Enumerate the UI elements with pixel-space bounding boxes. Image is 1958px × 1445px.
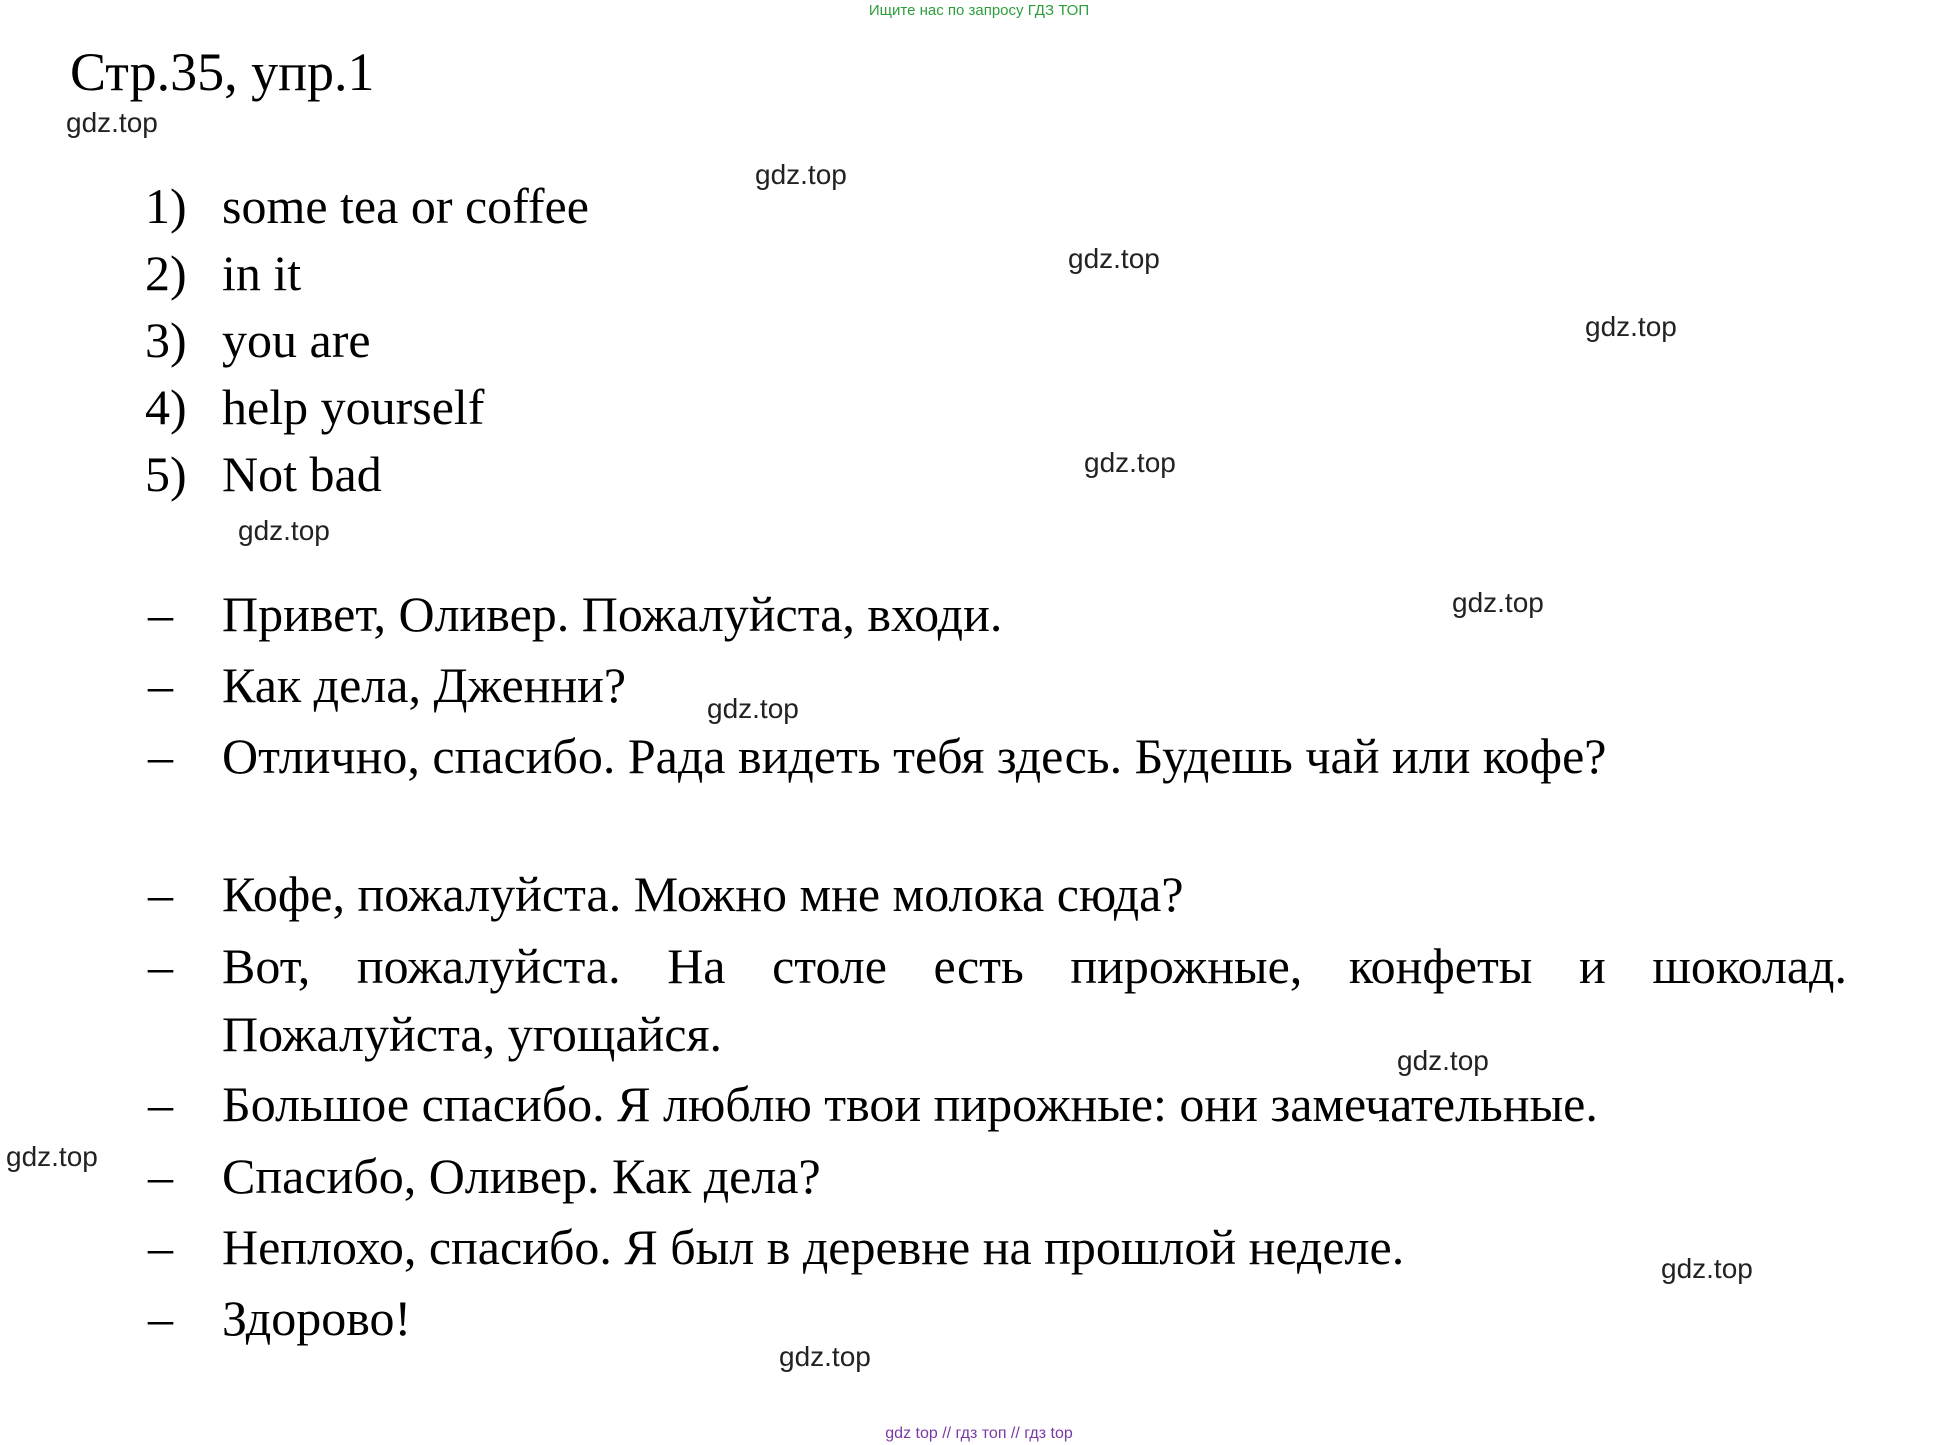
dialogue-dash: – (148, 728, 173, 784)
dialogue-dash: – (148, 866, 173, 922)
dialogue-dash: – (148, 1290, 173, 1346)
dialogue-dash: – (148, 657, 173, 713)
answer-text: in it (222, 245, 302, 301)
dialogue-text: Неплохо, спасибо. Я был в деревне на прошлой неделе. (222, 1219, 1405, 1275)
answer-number: 1) (145, 178, 187, 234)
dialogue-text: Спасибо, Оливер. Как дела? (222, 1148, 821, 1204)
answer-number: 5) (145, 446, 187, 502)
top-banner: Ищите нас по запросу ГДЗ ТОП (868, 2, 1090, 19)
answer-text: some tea or coffee (222, 178, 589, 234)
answer-item (0, 239, 900, 307)
dialogue-text: Привет, Оливер. Пожалуйста, входи. (222, 586, 1003, 642)
watermark: gdz.top (1397, 1045, 1489, 1076)
dialogue-text: Отлично, спасибо. Рада видеть тебя здесь. Будешь чай или кофе? (222, 728, 1607, 784)
answer-item (0, 306, 900, 374)
watermark: gdz.top (707, 693, 799, 724)
dialogue-dash: – (148, 1076, 173, 1132)
answer-item (0, 440, 900, 508)
watermark: gdz.top (238, 515, 330, 546)
dialogue-dash: – (148, 586, 173, 642)
answer-number: 4) (145, 379, 187, 435)
dialogue-text: Здорово! (222, 1290, 412, 1346)
dialogue-text: Кофе, пожалуйста. Можно мне молока сюда? (222, 866, 1184, 922)
watermark: gdz.top (1585, 311, 1677, 342)
dialogue-text: Как дела, Дженни? (222, 657, 627, 713)
dialogue-text: Вот, пожалуйста. На столе есть пирожные, конфеты и шоколад. Пожалуйста, угощайся. (222, 938, 1847, 1062)
answer-text: you are (222, 312, 371, 368)
answer-text: help yourself (222, 379, 485, 435)
dialogue-dash: – (148, 1148, 173, 1204)
dialogue-dash: – (148, 938, 173, 994)
answer-number: 3) (145, 312, 187, 368)
page-title: Стр.35, упр.1 (70, 42, 375, 102)
watermark: gdz.top (1068, 243, 1160, 274)
watermark: gdz.top (755, 159, 847, 190)
watermark: gdz.top (1452, 587, 1544, 618)
watermark: gdz.top (779, 1341, 871, 1372)
bottom-banner: gdz top // гдз топ // гдз top (885, 1425, 1073, 1442)
watermark: gdz.top (66, 107, 158, 138)
watermark: gdz.top (1084, 447, 1176, 478)
dialogue-text: Большое спасибо. Я люблю твои пирожные: они замечательные. (222, 1076, 1598, 1132)
answer-item (0, 373, 900, 441)
watermark: gdz.top (6, 1141, 98, 1172)
watermark: gdz.top (1661, 1253, 1753, 1284)
dialogue-dash: – (148, 1219, 173, 1275)
answer-number: 2) (145, 245, 187, 301)
answer-text: Not bad (222, 446, 382, 502)
